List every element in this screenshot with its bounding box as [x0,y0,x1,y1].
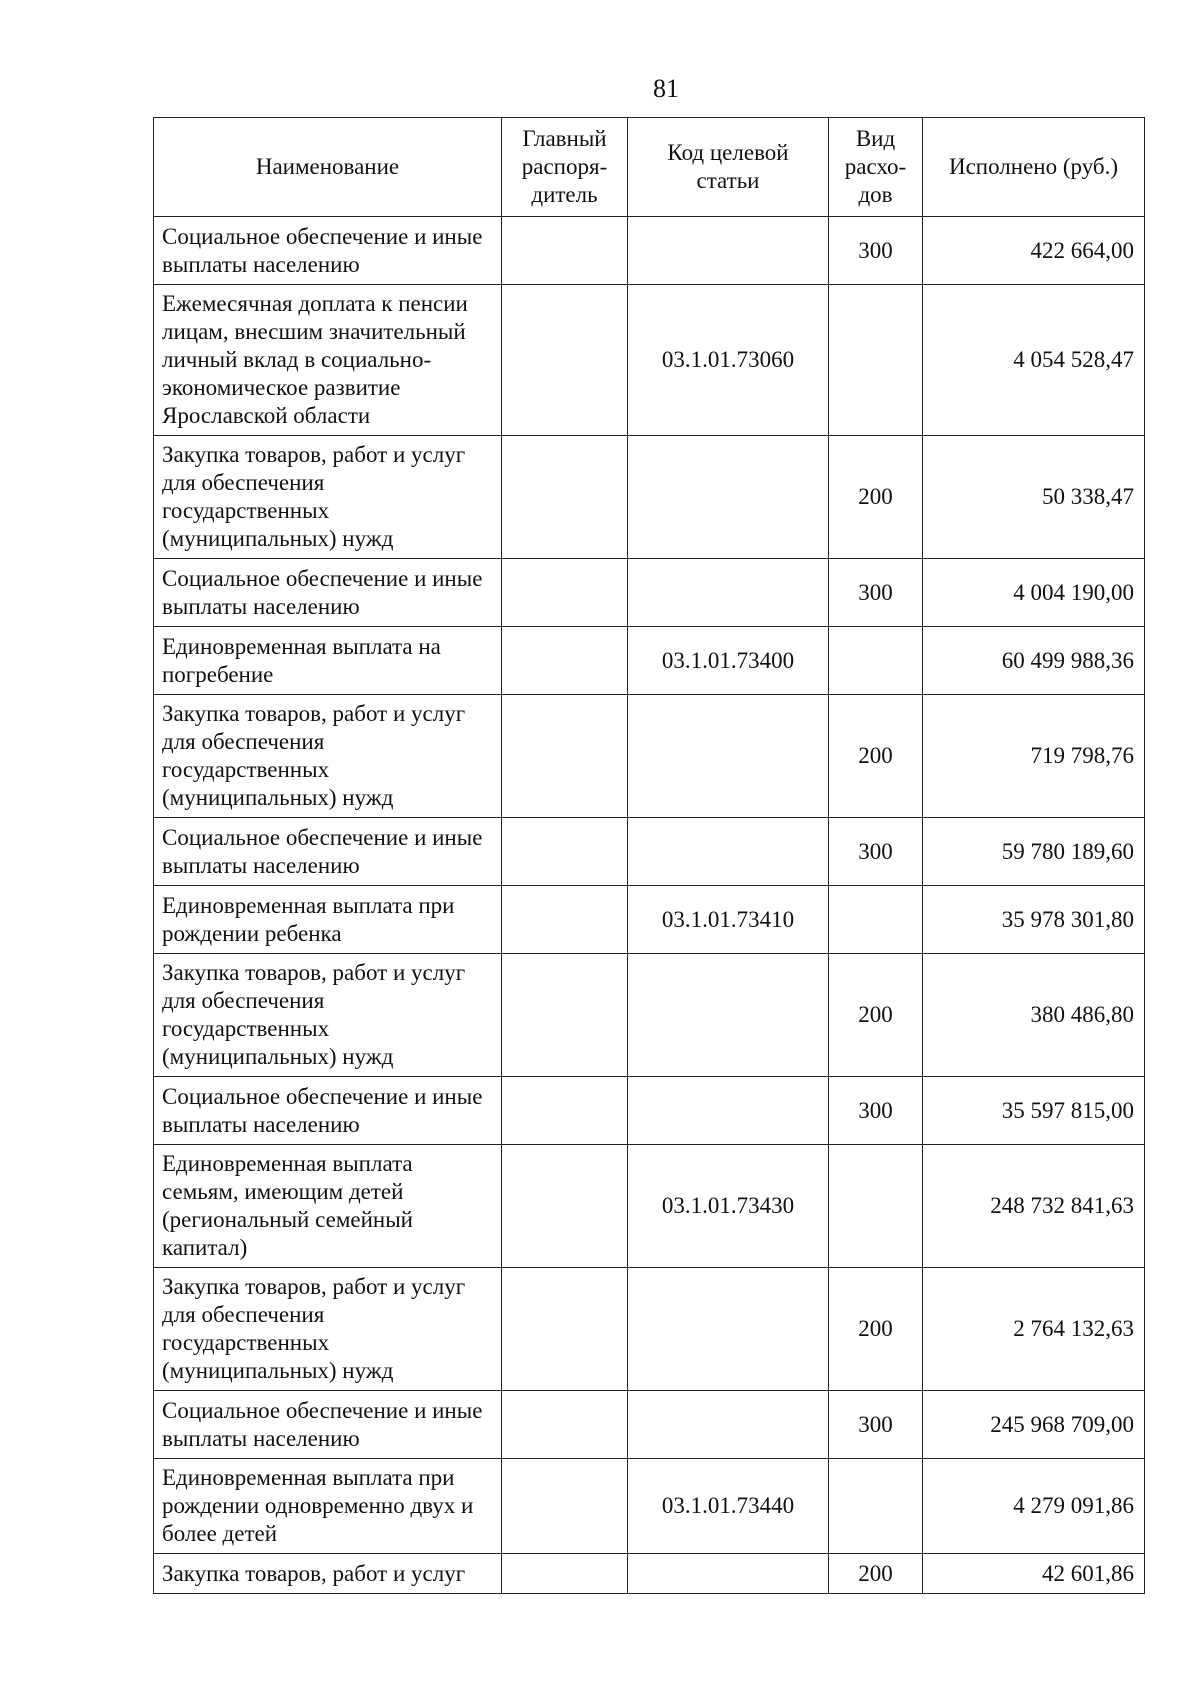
cell-type: 300 [829,217,923,285]
table-row [154,1145,1145,1268]
cell-amount: 42 601,86 [923,1554,1145,1594]
table-row [154,285,1145,436]
table-row [154,1554,1145,1594]
cell-manager [502,886,628,954]
cell-manager [502,559,628,627]
cell-manager [502,217,628,285]
cell-manager [502,285,628,436]
table-row [154,436,1145,559]
cell-amount: 719 798,76 [923,695,1145,818]
cell-code [628,217,829,285]
header-type: Вид расхо-дов [829,118,923,217]
cell-code [628,695,829,818]
cell-manager [502,695,628,818]
cell-code: 03.1.01.73060 [628,285,829,436]
cell-amount: 245 968 709,00 [923,1391,1145,1459]
table-row [154,217,1145,285]
cell-manager [502,954,628,1077]
cell-code [628,1554,829,1594]
cell-type: 300 [829,1391,923,1459]
cell-name: Социальное обеспечение и иные выплаты населению [154,217,502,285]
cell-manager [502,1554,628,1594]
table-row [154,1077,1145,1145]
cell-type: 300 [829,1077,923,1145]
cell-type: 300 [829,818,923,886]
cell-code [628,1077,829,1145]
cell-name: Закупка товаров, работ и услуг [154,1554,502,1594]
table-row [154,818,1145,886]
table-row [154,1268,1145,1391]
cell-code [628,1268,829,1391]
cell-amount: 60 499 988,36 [923,627,1145,695]
cell-type: 200 [829,695,923,818]
table-row [154,627,1145,695]
cell-type: 200 [829,436,923,559]
cell-manager [502,436,628,559]
cell-code [628,1391,829,1459]
table-row [154,886,1145,954]
table-row [154,1459,1145,1554]
cell-amount: 422 664,00 [923,217,1145,285]
cell-amount: 4 279 091,86 [923,1459,1145,1554]
cell-name: Социальное обеспечение и иные выплаты населению [154,818,502,886]
cell-code [628,818,829,886]
cell-amount: 50 338,47 [923,436,1145,559]
cell-manager [502,818,628,886]
cell-amount: 380 486,80 [923,954,1145,1077]
cell-type: 200 [829,1268,923,1391]
expenditure-table [153,117,1145,1594]
cell-code [628,559,829,627]
table-row [154,695,1145,818]
cell-amount: 248 732 841,63 [923,1145,1145,1268]
cell-name: Единовременная выплата на погребение [154,627,502,695]
cell-code: 03.1.01.73400 [628,627,829,695]
cell-name: Закупка товаров, работ и услуг для обеспечения государственных (муниципальных) нужд [154,954,502,1077]
cell-type [829,1145,923,1268]
cell-type: 200 [829,954,923,1077]
cell-type: 200 [829,1554,923,1594]
cell-code: 03.1.01.73410 [628,886,829,954]
cell-name: Социальное обеспечение и иные выплаты населению [154,1391,502,1459]
table-header-row [154,118,1145,217]
header-amount: Исполнено (руб.) [923,118,1145,217]
cell-manager [502,627,628,695]
cell-name: Ежемесячная доплата к пенсии лицам, внесшим значительный личный вклад в социально-экономическое развитие Ярославской области [154,285,502,436]
cell-manager [502,1077,628,1145]
cell-amount: 4 054 528,47 [923,285,1145,436]
cell-amount: 59 780 189,60 [923,818,1145,886]
cell-name: Единовременная выплата при рождении ребенка [154,886,502,954]
cell-name: Единовременная выплата семьям, имеющим детей (региональный семейный капитал) [154,1145,502,1268]
cell-amount: 35 597 815,00 [923,1077,1145,1145]
header-name: Наименование [154,118,502,217]
cell-type [829,285,923,436]
cell-manager [502,1391,628,1459]
cell-code [628,436,829,559]
cell-code: 03.1.01.73430 [628,1145,829,1268]
cell-amount: 4 004 190,00 [923,559,1145,627]
cell-manager [502,1459,628,1554]
cell-name: Закупка товаров, работ и услуг для обеспечения государственных (муниципальных) нужд [154,436,502,559]
cell-name: Закупка товаров, работ и услуг для обеспечения государственных (муниципальных) нужд [154,1268,502,1391]
cell-code [628,954,829,1077]
header-manager: Главный распоря-дитель [502,118,628,217]
cell-type [829,627,923,695]
cell-code: 03.1.01.73440 [628,1459,829,1554]
cell-type [829,1459,923,1554]
table-row [154,559,1145,627]
cell-manager [502,1145,628,1268]
cell-amount: 35 978 301,80 [923,886,1145,954]
header-code: Код целевой статьи [628,118,829,217]
cell-name: Единовременная выплата при рождении одновременно двух и более детей [154,1459,502,1554]
cell-name: Социальное обеспечение и иные выплаты населению [154,559,502,627]
cell-name: Закупка товаров, работ и услуг для обеспечения государственных (муниципальных) нужд [154,695,502,818]
cell-type: 300 [829,559,923,627]
page-number: 81 [653,74,679,103]
cell-type [829,886,923,954]
table-row [154,1391,1145,1459]
cell-amount: 2 764 132,63 [923,1268,1145,1391]
cell-manager [502,1268,628,1391]
cell-name: Социальное обеспечение и иные выплаты населению [154,1077,502,1145]
table-row [154,954,1145,1077]
